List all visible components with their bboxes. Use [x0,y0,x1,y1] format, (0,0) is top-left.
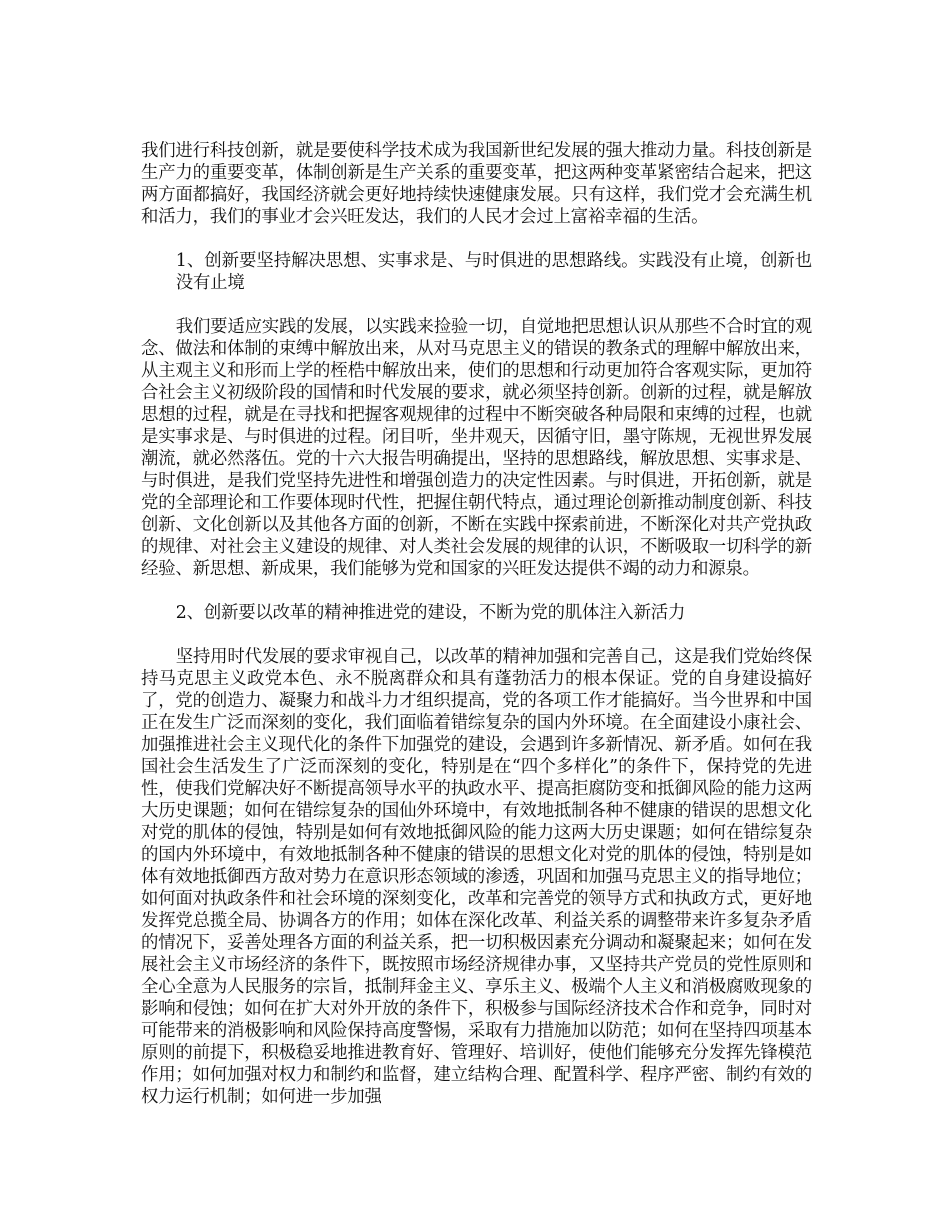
body-paragraph-section-2: 坚持用时代发展的要求审视自己，以改革的精神加强和完善自己，这是我们党始终保持马克思主义政党本色、永不脱离群众和具有蓬勃活力的根本保证。党的自身建设搞好了，党的创造力、凝聚力和战斗力才组织提高，党的各项工作才能搞好。当今世界和中国正在发生广泛而深刻的变化，我们面临着错综复杂的国内外环境。在全面建设小康社会、加强推进社会主义现代化的条件下加强党的建设，会遇到许多新情况、新矛盾。如何在我国社会生活发生了广泛而深刻的变化，特别是在“四个多样化”的条件下，保持党的先进性，使我们党解决好不断提高领导水平的执政水平、提高拒腐防变和抵御风险的能力这两大历史课题；如何在错综复杂的国仙外环境中，有效地抵制各种不健康的错误的思想文化对党的肌体的侵蚀，特别是如何有效地抵御风险的能力这两大历史课题；如何在错综复杂的国内外环境中，有效地抵制各种不健康的错误的思想文化对党的肌体的侵蚀，特别是如体有效地抵御西方敌对势力在意识形态领域的渗透，巩固和加强马克思主义的指导地位；如何面对执政条件和社会环境的深刻变化，改革和完善党的领导方式和执政方式，更好地发挥党总揽全局、协调各方的作用；如体在深化改革、利益关系的调整带来许多复杂矛盾的情况下，妥善处理各方面的利益关系，把一切积极因素充分调动和凝聚起来；如何在发展社会主义市场经济的条件下，既按照市场经济规律办事，又坚持共产党员的党性原则和全心全意为人民服务的宗旨，抵制拜金主义、享乐主义、极端个人主义和消极腐败现象的影响和侵蚀；如何在扩大对外开放的条件下，积极参与国际经济技术合作和竞争，同时对可能带来的消极影响和风险保持高度警惕，采取有力措施加以防范；如何在坚持四项基本原则的前提下，积极稳妥地推进教育好、管理好、培训好，使他们能够充分发挥先锋模范作用；如何加强对权力和制约和监督，建立结构合理、配置科学、程序严密、制约有效的权力运行机制；如何进一步加强 [141,647,812,1107]
body-paragraph-intro: 我们进行科技创新，就是要使科学技术成为我国新世纪发展的强大推动力量。科技创新是生产力的重要变革，体制创新是生产关系的重要变革，把这两种变革紧密结合起来，把这两方面都搞好，我国经济就会更好地持续快速健康发展。只有这样，我们党才会充满生机和活力，我们的事业才会兴旺发达，我们的人民才会过上富裕幸福的生活。 [141,141,812,227]
document-page [141,140,812,1108]
section-heading-2: 2、创新要以改革的精神推进党的建设，不断为党的肌体注入新活力 [175,603,686,623]
paragraph-spacer [141,624,812,646]
section-heading-1: 1、创新要坚持解决思想、实事求是、与时俱进的思想路线。实践没有止境，创新也没有止境 [175,251,812,293]
paragraph-spacer [141,228,812,250]
paragraph-spacer [141,294,812,316]
body-paragraph-section-1: 我们要适应实践的发展，以实践来捡验一切，自觉地把思想认识从那些不合时宜的观念、做法和体制的束缚中解放出来，从对马克思主义的错误的教条式的理解中解放出来，从主观主义和形而上学的桎梏中解放出来，使们的思想和行动更加符合客观实际，更加符合社会主义初级阶段的国情和时代发展的要求，就必须坚持创新。创新的过程，就是解放思想的过程，就是在寻找和把握客观规律的过程中不断突破各种局限和束缚的过程，也就是实事求是、与时俱进的过程。闭目听，坐井观天，因循守旧，墨守陈规，无视世界发展潮流，就必然落伍。党的十六大报告明确提出，坚持的思想路线，解放思想、实事求是、与时俱进，是我们党坚持先进性和增强创造力的决定性因素。与时俱进，开拓创新，就是党的全部理论和工作要体现时代性，把握住朝代特点，通过理论创新推动制度创新、科技创新、文化创新以及其他各方面的创新，不断在实践中探索前进，不断深化对共产党执政的规律、对社会主义建设的规律、对人类社会发展的规律的认识，不断吸取一切科学的新经验、新思想、新成果，我们能够为党和国家的兴旺发达提供不竭的动力和源泉。 [141,317,812,579]
paragraph-spacer [141,580,812,602]
